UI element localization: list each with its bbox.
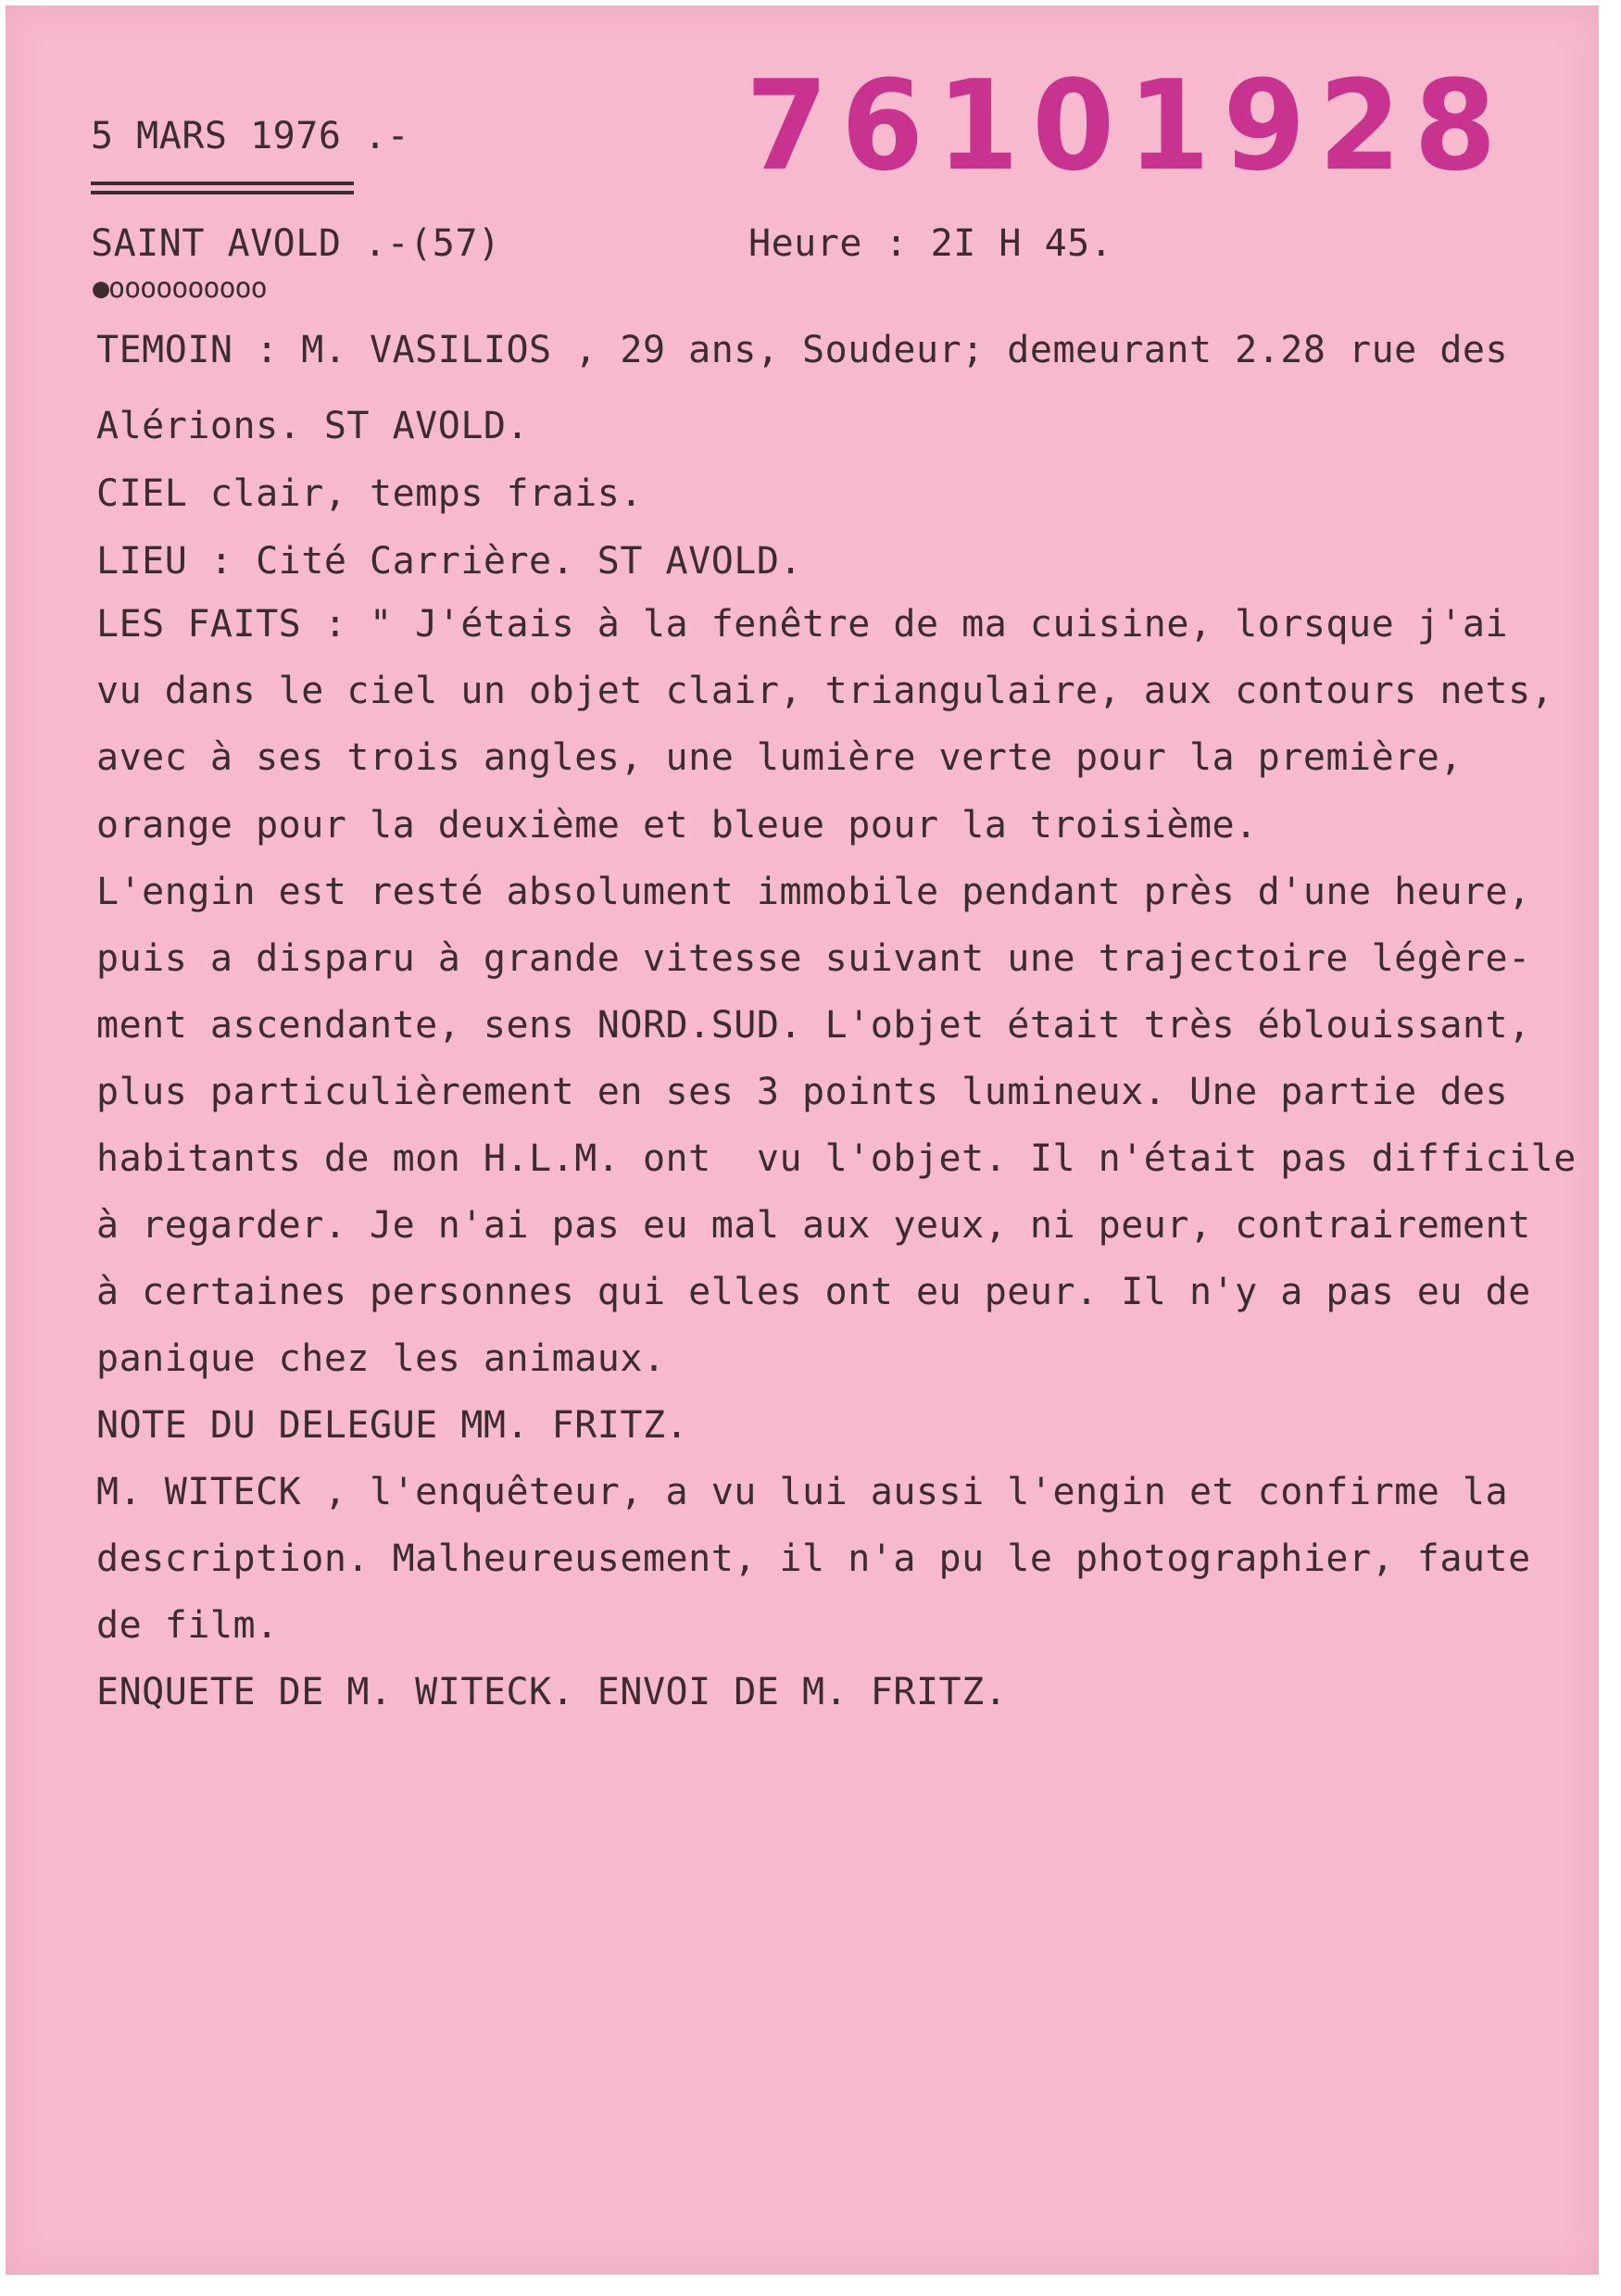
report-line: LES FAITS : " J'étais à la fenêtre de ma cuisine, lorsque j'ai	[96, 603, 1509, 646]
report-line: vu dans le ciel un objet clair, triangulaire, aux contours nets,	[96, 670, 1554, 712]
report-time: Heure : 2I H 45.	[748, 222, 1113, 265]
report-line: puis a disparu à grande vitesse suivant une trajectoire légère-	[96, 937, 1531, 980]
report-line: description. Malheureusement, il n'a pu le photographier, faute	[96, 1537, 1531, 1580]
serial-number-stamp: 76101928	[746, 54, 1510, 199]
report-line: NOTE DU DELEGUE MM. FRITZ.	[96, 1404, 689, 1447]
scan-margin	[1599, 0, 1621, 2296]
report-line: orange pour la deuxième et bleue pour la troisième.	[96, 804, 1258, 847]
location-underline: ●oooooooooo	[93, 272, 267, 305]
report-line: M. WITECK , l'enquêteur, a vu lui aussi l'engin et confirme la	[96, 1471, 1509, 1513]
report-line: Alérions. ST AVOLD.	[96, 405, 530, 447]
report-line: à certaines personnes qui elles ont eu peur. Il n'y a pas eu de	[96, 1271, 1531, 1313]
report-line: habitants de mon H.L.M. ont vu l'objet. Il n'était pas difficile	[96, 1137, 1577, 1180]
report-line: à regarder. Je n'ai pas eu mal aux yeux, ni peur, contrairement	[96, 1204, 1531, 1247]
report-location: SAINT AVOLD .-(57)	[91, 222, 501, 265]
report-line: avec à ses trois angles, une lumière verte pour la première,	[96, 736, 1463, 779]
report-line: TEMOIN : M. VASILIOS , 29 ans, Soudeur; demeurant 2.28 rue des	[96, 329, 1509, 371]
report-line: plus particulièrement en ses 3 points lumineux. Une partie des	[96, 1071, 1509, 1113]
report-line: panique chez les animaux.	[96, 1337, 666, 1380]
report-line: LIEU : Cité Carrière. ST AVOLD.	[96, 540, 803, 583]
date-double-underline	[91, 182, 354, 194]
report-line: L'engin est resté absolument immobile pendant près d'une heure,	[96, 871, 1531, 913]
report-line: ment ascendante, sens NORD.SUD. L'objet était très éblouissant,	[96, 1004, 1531, 1047]
report-line: CIEL clair, temps frais.	[96, 472, 643, 515]
report-line: ENQUETE DE M. WITECK. ENVOI DE M. FRITZ.	[96, 1671, 1008, 1713]
report-date: 5 MARS 1976 .-	[91, 115, 410, 157]
report-line: de film.	[96, 1604, 279, 1647]
